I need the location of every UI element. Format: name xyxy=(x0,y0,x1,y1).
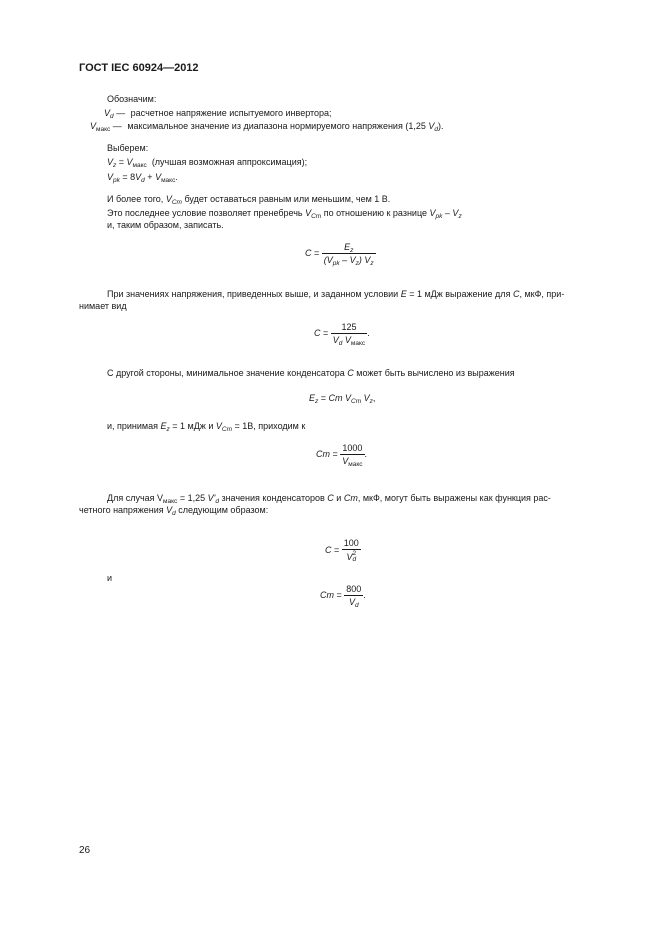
numerator: 125 xyxy=(341,322,357,332)
numerator xyxy=(322,242,376,253)
vpk-sub: pk xyxy=(113,177,120,184)
text: по отношению к разнице xyxy=(321,208,430,218)
vmax-sub: макс xyxy=(161,177,176,184)
cm-symbol: Cm xyxy=(316,448,330,459)
para4 xyxy=(107,421,305,432)
formula-energy xyxy=(309,393,375,403)
choose-line-1 xyxy=(107,157,307,168)
eq-sign: = xyxy=(330,448,341,459)
para2-line-1 xyxy=(107,289,564,300)
vcm-symbol: V xyxy=(165,194,172,204)
choose-line-2 xyxy=(107,172,178,183)
cm-symbol: Cm xyxy=(343,493,358,503)
vz-sub: z xyxy=(458,213,462,220)
text: и xyxy=(333,493,344,503)
eq-sign: = xyxy=(116,157,127,167)
vmax-description xyxy=(127,121,443,131)
numerator: 800 xyxy=(346,584,362,594)
vcm-sub: Cm xyxy=(311,213,322,220)
c-symbol: C xyxy=(347,368,354,378)
eq-sign: = xyxy=(331,544,342,555)
period: . xyxy=(367,327,370,338)
vd-symbol: V xyxy=(166,505,173,515)
vd-symbol: V xyxy=(135,172,142,182)
plus-sign: + xyxy=(144,172,156,182)
vd-sub: d xyxy=(215,498,219,505)
document-header: ГОСТ IEC 60924—2012 xyxy=(79,62,199,74)
denominator xyxy=(340,454,364,466)
vd-square: 2 xyxy=(352,550,357,557)
text: = 1 мДж выражение для xyxy=(406,289,513,299)
definition-vd xyxy=(104,108,332,119)
denominator xyxy=(322,253,376,265)
eq-sign: = 8 xyxy=(119,172,136,182)
para2-line-2: нимает вид xyxy=(79,301,127,311)
ez-symbol: E xyxy=(160,421,167,431)
vd-symbol: V xyxy=(332,335,339,345)
text: = 1В, приходим к xyxy=(232,421,306,431)
vd-sub: d xyxy=(141,177,145,184)
c-symbol: C xyxy=(325,544,332,555)
den-part: ) V xyxy=(358,255,371,265)
den-part: – V xyxy=(339,255,356,265)
eq-sign: = xyxy=(320,327,331,338)
text: И более того, xyxy=(107,194,166,204)
vd-sub: d xyxy=(338,340,343,347)
vmax-desc-sub: d xyxy=(434,126,438,133)
c-symbol: C xyxy=(327,493,334,503)
text: четного напряжения xyxy=(79,505,167,515)
text: и, принимая xyxy=(107,421,161,431)
text: = 1,25 xyxy=(177,493,208,503)
para3 xyxy=(107,368,515,379)
formula-c-energy xyxy=(305,242,376,265)
fraction xyxy=(344,584,363,607)
text: Для случая V xyxy=(107,493,164,503)
ez-sub: z xyxy=(350,247,354,254)
ez-symbol: E xyxy=(344,242,351,252)
vmax-symbol: V xyxy=(342,335,351,345)
choose-intro: Выберем: xyxy=(107,143,149,153)
formula-cm-1000 xyxy=(316,443,367,466)
vd-subscript: d xyxy=(110,113,114,120)
vmax-sub: макс xyxy=(350,340,366,347)
numerator: 100 xyxy=(343,538,359,548)
formula-cm-800 xyxy=(320,584,366,607)
den-part: (V xyxy=(323,255,333,265)
vd-symbol: V xyxy=(104,108,111,118)
vcm-sub: Cm xyxy=(221,426,232,433)
fraction xyxy=(340,443,364,466)
para5-line-2 xyxy=(79,505,268,516)
ez-symbol: E xyxy=(309,393,316,403)
fraction xyxy=(322,242,376,265)
eq-sign: = xyxy=(311,247,322,258)
vmax-subscript: макс xyxy=(96,126,111,133)
para1-line-3: и, таким образом, записать. xyxy=(107,220,224,230)
vmax-symbol: V xyxy=(90,121,97,131)
ez-sub: z xyxy=(315,398,319,405)
vz-sub: z xyxy=(113,162,117,169)
vd-dash: — xyxy=(116,108,126,118)
para1-line-2 xyxy=(107,208,462,219)
vmax-dash: — xyxy=(112,121,122,131)
den-sub: z xyxy=(370,260,374,267)
definitions-intro: Обозначим: xyxy=(107,94,157,104)
vz-sub: z xyxy=(369,398,373,405)
c-symbol: C xyxy=(512,289,520,299)
vz-symbol: V xyxy=(107,157,114,167)
definition-vmax xyxy=(90,121,443,132)
vmax-symbol: V xyxy=(126,157,133,167)
text: , мкФ, могут быть выражены как функция рас- xyxy=(357,493,551,503)
denominator xyxy=(344,595,363,607)
period: . xyxy=(364,448,368,459)
vpk-symbol: V xyxy=(429,208,436,218)
cm-symbol: Cm xyxy=(328,393,343,403)
page-number: 26 xyxy=(79,845,91,856)
vd-sub: d xyxy=(352,556,357,563)
vmax-desc-v: V xyxy=(428,121,435,131)
vd-sub: d xyxy=(354,602,359,609)
fraction xyxy=(331,322,367,345)
vpk-symbol: V xyxy=(107,172,114,182)
c-symbol: C xyxy=(314,327,321,338)
para5-line-1 xyxy=(107,493,551,504)
eq-sign: = xyxy=(318,393,329,403)
vd-description: расчетное напряжение испытуемого инвертора; xyxy=(130,108,332,118)
text: будет оставаться равным или меньшим, чем 1 В. xyxy=(181,194,391,204)
text: может быть вычислено из выражения xyxy=(353,368,515,378)
vz-symbol: V xyxy=(452,208,459,218)
vmax-sub: макс xyxy=(163,498,178,505)
text: = 1 мДж и xyxy=(169,421,216,431)
text: С другой стороны, минимальное значение конденсатора xyxy=(107,368,348,378)
formula-c-100 xyxy=(325,538,361,563)
vmax-symbol: V xyxy=(342,456,349,466)
minus-sign: – xyxy=(442,208,453,218)
vmax-desc-text: максимальное значение из диапазона нормируемого напряжения (1,25 xyxy=(127,121,429,131)
vmax-symbol: V xyxy=(155,172,162,182)
vmax-sub: макс xyxy=(132,162,147,169)
fraction xyxy=(342,538,361,563)
vpk-sub: pk xyxy=(435,213,443,220)
vd-prime-symbol: V' xyxy=(207,493,216,503)
vmax-desc-end: ). xyxy=(437,121,444,131)
vcm-symbol: V xyxy=(342,393,352,403)
vd-symbol: V xyxy=(348,597,355,607)
vz-symbol: V xyxy=(361,393,370,403)
vmax-sub: макс xyxy=(348,461,363,468)
cm-symbol: Cm xyxy=(320,589,334,600)
den-sub: pk xyxy=(332,260,340,267)
and-word: и xyxy=(107,573,113,583)
denominator xyxy=(342,549,361,563)
vcm-symbol: V xyxy=(305,208,312,218)
den-sub: z xyxy=(355,260,359,267)
para1-line-1 xyxy=(107,194,390,205)
vd-symbol: V xyxy=(346,552,353,562)
formula-c-125 xyxy=(314,322,370,345)
vcm-sub: Cm xyxy=(171,199,182,206)
eq-sign: = xyxy=(334,589,345,600)
period: . xyxy=(363,589,366,600)
vcm-sub: Cm xyxy=(351,398,362,405)
comma: , xyxy=(372,393,376,403)
text: При значениях напряжения, приведенных выше, и заданном условии xyxy=(107,289,401,299)
period: . xyxy=(175,172,178,182)
e-symbol: E xyxy=(400,289,407,299)
ez-sub: z xyxy=(166,426,170,433)
c-symbol: C xyxy=(305,247,312,258)
denominator xyxy=(331,333,367,345)
vd-sub: d xyxy=(172,510,176,517)
choose-line-1-note: (лучшая возможная аппроксимация); xyxy=(146,157,308,167)
text: Это последнее условие позволяет пренебречь xyxy=(107,208,306,218)
text: , мкФ, при- xyxy=(519,289,565,299)
numerator: 1000 xyxy=(342,443,363,453)
text: значения конденсаторов xyxy=(218,493,328,503)
vcm-symbol: V xyxy=(215,421,222,431)
text: следующим образом: xyxy=(175,505,269,515)
